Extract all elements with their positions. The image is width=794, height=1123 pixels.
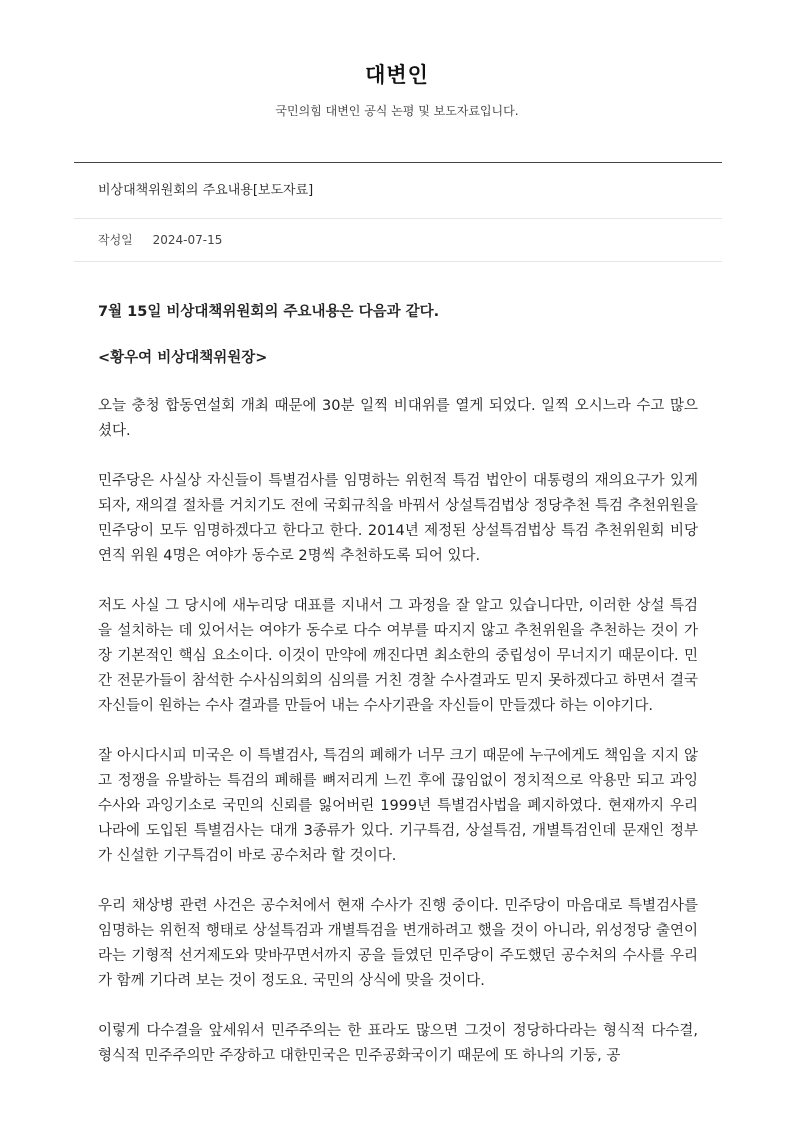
post-meta — [74, 219, 722, 262]
body-paragraph: 민주당은 사실상 자신들이 특별검사를 임명하는 위헌적 특검 법안이 대통령의 재의요구가 있게 되자, 재의결 절차를 거치기도 전에 국회규칙을 바꿔서 상설특검법상 정당추천 특검 추천위원을 민주당이 모두 임명하겠다고 한다고 한다. 2014년 제정된 상설특검법상 특검 추천위원회 비당연직 위원 4명은 여야가 동수로 2명씩 추천하도록 되어 있다. — [98, 473, 698, 564]
site-header — [0, 0, 794, 120]
body-paragraph: 우리 채상병 관련 사건은 공수처에서 현재 수사가 진행 중이다. 민주당이 마음대로 특별검사를 임명하는 위헌적 행태로 상설특검과 개별특검을 변개하려고 했을 것이 아니라, 위성정당 출연이라는 기형적 선거제도와 맞바꾸면서까지 공을 들였던 민주당이 주도했던 공수처의 수사를 우리가 함께 기다려 보는 것이 정도요. 국민의 상식에 맞을 것이다. — [98, 898, 698, 989]
post-title: 비상대책위원회의 주요내용[보도자료] — [74, 163, 722, 219]
press-release-article — [74, 162, 722, 1094]
site-title: 대변인 — [365, 63, 429, 87]
post-body — [74, 262, 722, 1069]
date-label: 작성일 — [98, 233, 133, 247]
body-paragraph: 저도 사실 그 당시에 새누리당 대표를 지내서 그 과정을 잘 알고 있습니다만, 이러한 상설 특검을 설치하는 데 있어서는 여야가 동수로 다수 여부를 따지지 않고 추천위원을 추천하는 것이 가장 기본적인 핵심 요소이다. 이것이 만약에 깨진다면 최소한의 중립성이 무너지기 때문이다. 민간 전문가들이 참석한 수사심의회의 심의를 거친 경찰 수사결과도 믿지 못하겠다고 하면서 결국 자신들이 원하는 수사 결과를 만들어 내는 수사기관을 자신들이 만들겠다 하는 이야기다. — [98, 598, 698, 714]
speaker-heading: <황우여 비상대책위원장> — [98, 350, 268, 366]
body-paragraph: 이렇게 다수결을 앞세워서 민주주의는 한 표라도 많으면 그것이 정당하다라는 형식적 다수결, 형식적 민주주의만 주장하고 대한민국은 민주공화국이기 때문에 또 하나의 기둥, 공 — [98, 1023, 698, 1064]
post-date: 2024-07-15 — [152, 233, 223, 247]
lead-sentence: 7월 15일 비상대책위원회의 주요내용은 다음과 같다. — [98, 304, 440, 320]
body-paragraph: 잘 아시다시피 미국은 이 특별검사, 특검의 폐해가 너무 크기 때문에 누구에게도 책임을 지지 않고 정쟁을 유발하는 특검의 폐해를 뼈저리게 느낀 후에 끊임없이 정치적으로 악용만 되고 과잉수사와 과잉기소로 국민의 신뢰를 잃어버린 1999년 특별검사법을 폐지하였다. 현재까지 우리나라에 도입된 특별검사는 대개 3종류가 있다. 기구특검, 상설특검, 개별특검인데 문재인 정부가 신설한 기구특검이 바로 공수처라 할 것이다. — [98, 748, 698, 864]
site-subtitle: 국민의힘 대변인 공식 논평 및 보도자료입니다. — [275, 104, 519, 118]
body-paragraph: 오늘 충청 합동연설회 개최 때문에 30분 일찍 비대위를 열게 되었다. 일찍 오시느라 수고 많으셨다. — [98, 398, 698, 439]
